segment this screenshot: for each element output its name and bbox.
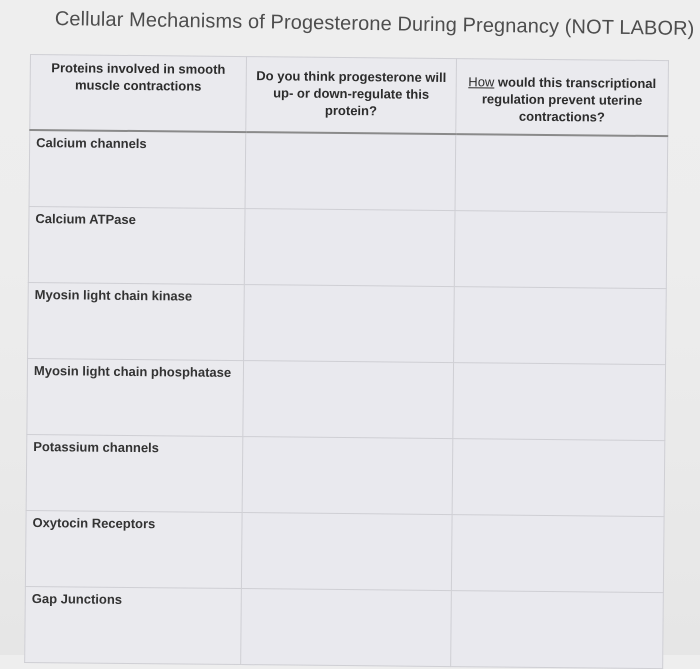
table-row (26, 434, 665, 516)
header-regulation: Do you think progesterone will up- or down-regulate this protein? (246, 57, 457, 135)
protein-myosin-light-chain-kinase: Myosin light chain kinase (28, 282, 245, 360)
table-row (25, 586, 664, 668)
table-row (28, 206, 667, 288)
explanation-answer-cell[interactable] (454, 211, 667, 289)
regulation-answer-cell[interactable] (244, 209, 455, 287)
header-proteins: Proteins involved in smooth muscle contractions (30, 55, 247, 133)
header-explanation-underlined: How (468, 74, 495, 90)
protein-calcium-channels: Calcium channels (29, 130, 246, 209)
explanation-answer-cell[interactable] (453, 363, 666, 441)
protein-potassium-channels: Potassium channels (26, 434, 243, 512)
regulation-answer-cell[interactable] (243, 361, 454, 439)
regulation-answer-cell[interactable] (245, 132, 456, 211)
header-row (30, 55, 669, 137)
protein-calcium-atpase: Calcium ATPase (28, 206, 245, 284)
regulation-answer-cell[interactable] (242, 437, 453, 515)
protein-oxytocin-receptors: Oxytocin Receptors (25, 510, 242, 588)
table-row (25, 510, 664, 592)
explanation-answer-cell[interactable] (455, 134, 668, 213)
table-row (28, 282, 667, 364)
explanation-answer-cell[interactable] (451, 591, 664, 669)
worksheet (24, 54, 668, 648)
header-explanation (456, 59, 669, 137)
explanation-answer-cell[interactable] (454, 287, 667, 365)
table-row (29, 130, 668, 213)
page-title: Cellular Mechanisms of Progesterone During Pregnancy (NOT LABOR) (54, 8, 695, 41)
regulation-answer-cell[interactable] (244, 285, 455, 363)
table-row (27, 358, 666, 440)
explanation-answer-cell[interactable] (451, 515, 664, 593)
worksheet-table (24, 54, 669, 669)
regulation-answer-cell[interactable] (241, 513, 452, 591)
header-explanation-rest: would this transcriptional regulation prevent uterine contractions? (481, 74, 657, 125)
protein-myosin-light-chain-phosphatase: Myosin light chain phosphatase (27, 358, 244, 436)
protein-gap-junctions: Gap Junctions (25, 586, 242, 664)
explanation-answer-cell[interactable] (452, 439, 665, 517)
